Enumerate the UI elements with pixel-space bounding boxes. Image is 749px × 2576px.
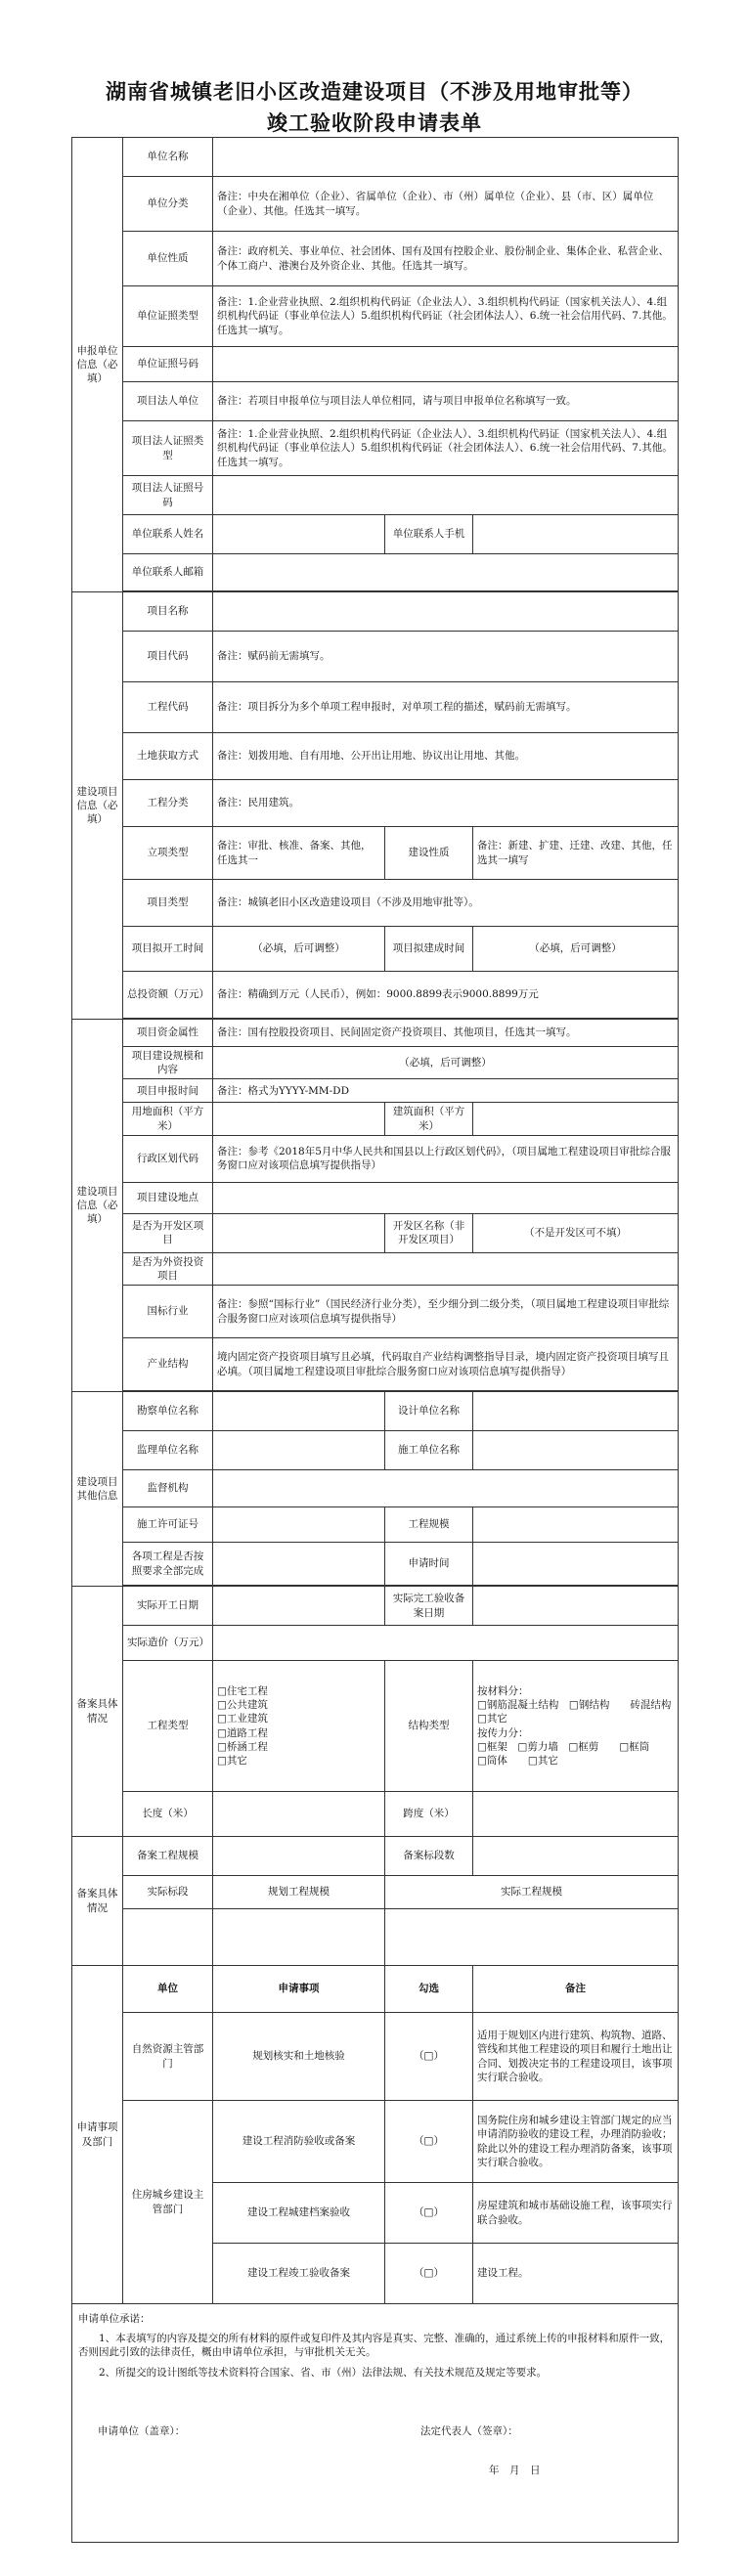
- field-actual-start[interactable]: [213, 1587, 385, 1626]
- field-legal-cert-number[interactable]: [213, 476, 679, 515]
- checkbox-other[interactable]: □其它: [217, 1754, 247, 1767]
- label-project-code: 项目代码: [123, 632, 213, 682]
- header-item: 申请事项: [213, 1966, 385, 2013]
- form-title: 湖南省城镇老旧小区改造建设项目（不涉及用地审批等）: [106, 79, 643, 104]
- check-fire[interactable]: （□）: [385, 2101, 473, 2183]
- label-design: 设计单位名称: [385, 1392, 473, 1431]
- item-archive-acceptance: 建设工程城建档案验收: [213, 2183, 385, 2244]
- field-eng-scale[interactable]: [473, 1507, 679, 1543]
- label-project-name: 项目名称: [123, 592, 213, 632]
- pledge-section: [72, 2304, 679, 2543]
- field-in-zone[interactable]: [213, 1213, 385, 1252]
- label-land-method: 土地获取方式: [123, 733, 213, 780]
- struct-material-options[interactable]: □钢筋混凝土结构 □钢结构 砖混结构 □其它: [477, 1699, 682, 1725]
- header-check: 勾选: [385, 1966, 473, 2013]
- label-actual-end: 实际完工验收备案日期: [385, 1587, 473, 1626]
- field-actual-section[interactable]: [123, 1909, 213, 1966]
- field-contact-phone[interactable]: [473, 515, 679, 554]
- label-total-invest: 总投资额（万元）: [123, 972, 213, 1019]
- field-record-scale[interactable]: [213, 1837, 385, 1876]
- field-cert-number[interactable]: [213, 347, 679, 382]
- field-industry[interactable]: 备注：参照“国标行业”（国民经济行业分类），至少细分到二级分类，（项目属地工程建设项目审批综合服务窗口应对该项信息填写提供指导）: [213, 1286, 679, 1338]
- field-land-area[interactable]: [213, 1103, 385, 1135]
- field-actual-scale[interactable]: [385, 1909, 679, 1966]
- label-location: 项目建设地点: [123, 1182, 213, 1213]
- application-form-table: [71, 137, 682, 2543]
- item-planning-check: 规划核实和土地核验: [213, 2013, 385, 2101]
- field-design[interactable]: [473, 1392, 679, 1431]
- field-construct[interactable]: [473, 1431, 679, 1470]
- label-eng-code: 工程代码: [123, 682, 213, 733]
- field-apply-time[interactable]: 备注：格式为YYYY-MM-DD: [213, 1079, 679, 1103]
- label-monitor: 监督机构: [123, 1470, 213, 1507]
- label-struct-type: 结构类型: [385, 1661, 473, 1792]
- label-legal-cert-number: 项目法人证照号码: [123, 476, 213, 515]
- field-project-type[interactable]: 备注：城镇老旧小区改造建设项目（不涉及用地审批等）。: [213, 880, 679, 927]
- field-legal-cert-type[interactable]: 备注：1.企业营业执照、2.组织机构代码证（企业法人）、3.组织机构代码证（国家机关法人）、4.组织机构代码证（事业单位法人）5.组织机构代码证（社会团体法人）、6.统一社会信用代码、7.其他。任选其一填写。: [213, 421, 679, 476]
- note-planning: 适用于规划区内进行建筑、构筑物、道路、管线和其他工程建设的项目和履行土地出让合同、划拨决定书的工程建设项目，该事项实行联合验收。: [473, 2013, 679, 2101]
- label-unit-nature: 单位性质: [123, 232, 213, 286]
- field-record-sections[interactable]: [473, 1837, 679, 1876]
- check-archive[interactable]: （□）: [385, 2183, 473, 2244]
- field-actual-cost[interactable]: [213, 1626, 679, 1661]
- label-length: 长度（米）: [123, 1792, 213, 1837]
- field-span[interactable]: [473, 1792, 679, 1837]
- label-phase-complete: 各项工程是否按照要求全部完成: [123, 1543, 213, 1586]
- label-plan-start: 项目拟开工时间: [123, 927, 213, 972]
- field-supervise[interactable]: [213, 1431, 385, 1470]
- section-other-info: 建设项目其他信息: [72, 1392, 123, 1587]
- label-fund-attr: 项目资金属性: [123, 1020, 213, 1047]
- label-admin-code: 行政区划代码: [123, 1135, 213, 1182]
- item-fire-acceptance: 建设工程消防验收或备案: [213, 2101, 385, 2183]
- checkbox-road[interactable]: □道路工程: [217, 1726, 268, 1739]
- label-build-area: 建筑面积（平方米）: [385, 1103, 473, 1135]
- field-scale[interactable]: （必填，后可调整）: [213, 1047, 679, 1079]
- field-build-area[interactable]: [473, 1103, 679, 1135]
- label-ind-class: 产业结构: [123, 1338, 213, 1391]
- label-record-scale: 备案工程规模: [123, 1837, 213, 1876]
- note-archive: 房屋建筑和城市基础设施工程，该事项实行联合验收。: [473, 2183, 679, 2244]
- pledge-item-2: 2、所提交的设计图纸等技术资料符合国家、省、市（州）法律法规、有关技术规范及规定等要求。: [99, 2366, 548, 2379]
- label-scale: 项目建设规模和内容: [123, 1047, 213, 1079]
- label-legal-unit: 项目法人单位: [123, 382, 213, 421]
- checkbox-industrial[interactable]: □工业建筑: [217, 1713, 268, 1725]
- label-foreign: 是否为外资投资项目: [123, 1252, 213, 1285]
- field-eng-class[interactable]: 备注：民用建筑。: [213, 780, 679, 827]
- label-build-nature: 建设性质: [385, 827, 473, 880]
- label-unit-name: 单位名称: [123, 138, 213, 177]
- checkbox-residential[interactable]: □住宅工程: [217, 1685, 268, 1698]
- field-contact-name[interactable]: [213, 515, 385, 554]
- field-project-name[interactable]: [213, 592, 679, 632]
- header-unit: 单位: [123, 1966, 213, 2013]
- field-unit-name[interactable]: [213, 138, 679, 177]
- label-contact-email: 单位联系人邮箱: [123, 554, 213, 591]
- field-approve-type[interactable]: 备注：审批、核准、备案、其他，任选其一: [213, 827, 385, 880]
- label-cert-number: 单位证照号码: [123, 347, 213, 382]
- struct-force-label: 按传力分：: [477, 1726, 529, 1739]
- field-contact-email[interactable]: [213, 554, 679, 591]
- label-eng-class: 工程分类: [123, 780, 213, 827]
- field-monitor[interactable]: [213, 1470, 679, 1507]
- label-eng-type: 工程类型: [123, 1661, 213, 1792]
- field-permit[interactable]: [213, 1507, 385, 1543]
- field-eng-code[interactable]: 备注：项目拆分为多个单项工程申报时，对单项工程的描述，赋码前无需填写。: [213, 682, 679, 733]
- struct-material-label: 按材料分：: [477, 1685, 529, 1698]
- pledge-item-1: 1、本表填写的内容及提交的所有材料的原件或复印件及其内容是真实、完整、准确的，通过系统上传的申报材料和原件一致，否则因此引致的法律责任，概由申请单位承担，与审批机关无关。: [78, 2333, 671, 2359]
- field-fund-attr[interactable]: 备注：国有控股投资项目、民间固定资产投资项目、其他项目，任选其一填写。: [213, 1020, 679, 1047]
- field-admin-code[interactable]: 备注：参考《2018年5月中华人民共和国县以上行政区划代码》，（项目属地工程建设项目审批综合服务窗口应对该项信息填写提供指导）: [213, 1135, 679, 1182]
- label-supervise: 监理单位名称: [123, 1431, 213, 1470]
- struct-type-options: [473, 1661, 682, 1792]
- note-completion: 建设工程。: [473, 2244, 679, 2304]
- field-plan-scale[interactable]: [213, 1909, 385, 1966]
- sign-date: 年 月 日: [489, 2464, 541, 2476]
- section-apply-items: 申请事项及部门: [72, 1966, 123, 2304]
- sign-legal-rep[interactable]: 法定代表人（签章）：: [420, 2424, 518, 2437]
- label-contact-phone: 单位联系人手机: [385, 515, 473, 554]
- label-contact-name: 单位联系人姓名: [123, 515, 213, 554]
- unit-housing-construction: 住房城乡建设主管部门: [123, 2101, 213, 2304]
- label-survey: 勘察单位名称: [123, 1392, 213, 1431]
- label-in-zone: 是否为开发区项目: [123, 1213, 213, 1252]
- field-project-code[interactable]: 备注：赋码前无需填写。: [213, 632, 679, 682]
- form-subtitle: 竣工验收阶段申请表单: [267, 110, 482, 135]
- item-completion-record: 建设工程竣工验收备案: [213, 2244, 385, 2304]
- label-cert-type: 单位证照类型: [123, 286, 213, 347]
- section-project-info: 建设项目信息（必填）: [72, 592, 123, 1020]
- check-completion[interactable]: （□）: [385, 2244, 473, 2304]
- note-fire: 国务院住房和城乡建设主管部门规定的应当申请消防验收的建设工程，办理消防验收；除此以外的建设工程办理消防备案，该事项实行联合验收。: [473, 2101, 679, 2183]
- label-land-area: 用地面积（平方米）: [123, 1103, 213, 1135]
- label-legal-cert-type: 项目法人证照类型: [123, 421, 213, 476]
- eng-type-options: [213, 1661, 385, 1792]
- section-applicant: 申报单位信息（必填）: [72, 138, 123, 592]
- field-land-method[interactable]: 备注：划拨用地、自有用地、公开出让用地、协议出让用地、其他。: [213, 733, 679, 780]
- section-record-detail-2: 备案具体情况: [72, 1837, 123, 1966]
- field-cert-type[interactable]: 备注：1.企业营业执照、2.组织机构代码证（企业法人）、3.组织机构代码证（国家机关法人）、4.组织机构代码证（事业单位法人）5.组织机构代码证（社会团体法人）、6.统一社会信用代码、7.其他。任选其一填写。: [213, 286, 679, 347]
- field-plan-end[interactable]: （必填，后可调整）: [473, 927, 679, 972]
- field-actual-end[interactable]: [473, 1587, 679, 1626]
- field-zone-name[interactable]: （不是开发区可不填）: [473, 1213, 679, 1252]
- checkbox-public[interactable]: □公共建筑: [217, 1699, 268, 1712]
- signature-area: [78, 2385, 672, 2493]
- label-actual-cost: 实际造价（万元）: [123, 1626, 213, 1661]
- header-note: 备注: [473, 1966, 679, 2013]
- pledge-heading: 申请单位承诺：: [78, 2313, 151, 2326]
- label-apply-time: 项目申报时间: [123, 1079, 213, 1103]
- label-zone-name: 开发区名称（非开发区项目）: [385, 1213, 473, 1252]
- label-permit: 施工许可证号: [123, 1507, 213, 1543]
- field-total-invest[interactable]: 备注：精确到万元（人民币），例如：9000.8899表示9000.8899万元: [213, 972, 679, 1019]
- field-length[interactable]: [213, 1792, 385, 1837]
- sign-applicant-unit[interactable]: 申请单位（盖章）：: [98, 2424, 186, 2437]
- field-ind-class[interactable]: 境内固定资产投资项目填写且必填，代码取自产业结构调整指导目录，境内固定资产投资项目填写且必填。（项目属地工程建设项目审批综合服务窗口应对该项信息填写提供指导）: [213, 1338, 679, 1391]
- section-record-detail: 备案具体情况: [72, 1587, 123, 1837]
- field-legal-unit[interactable]: 备注：若项目申报单位与项目法人单位相同，请与项目申报单位名称填写一致。: [213, 382, 679, 421]
- label-span: 跨度（米）: [385, 1792, 473, 1837]
- checkbox-bridge[interactable]: □桥涵工程: [217, 1740, 268, 1753]
- field-location[interactable]: [213, 1182, 679, 1213]
- label-industry: 国标行业: [123, 1286, 213, 1338]
- field-unit-nature[interactable]: 备注：政府机关、事业单位、社会团体、国有及国有控股企业、股份制企业、集体企业、私营企业、个体工商户、港澳台及外资企业、其他。任选其一填写。: [213, 232, 679, 286]
- field-foreign[interactable]: [213, 1252, 679, 1285]
- label-actual-start: 实际开工日期: [123, 1587, 213, 1626]
- label-apply-time-2: 申请时间: [385, 1543, 473, 1586]
- label-actual-section: 实际标段: [123, 1876, 213, 1909]
- field-survey[interactable]: [213, 1392, 385, 1431]
- field-plan-start[interactable]: （必填，后可调整）: [213, 927, 385, 972]
- label-approve-type: 立项类型: [123, 827, 213, 880]
- check-planning[interactable]: （□）: [385, 2013, 473, 2101]
- label-record-sections: 备案标段数: [385, 1837, 473, 1876]
- field-apply-time-2[interactable]: [473, 1543, 679, 1586]
- field-phase-complete[interactable]: [213, 1543, 385, 1586]
- label-construct: 施工单位名称: [385, 1431, 473, 1470]
- label-project-type: 项目类型: [123, 880, 213, 927]
- label-unit-category: 单位分类: [123, 177, 213, 232]
- section-project-info-2: 建设项目信息（必填）: [72, 1020, 123, 1392]
- field-unit-category[interactable]: 备注：中央在湘单位（企业）、省属单位（企业）、市（州）属单位（企业）、县（市、区）属单位（企业）、其他。任选其一填写。: [213, 177, 679, 232]
- unit-natural-resources: 自然资源主管部门: [123, 2013, 213, 2101]
- label-plan-scale: 规划工程规模: [213, 1876, 385, 1909]
- label-plan-end: 项目拟建成时间: [385, 927, 473, 972]
- struct-force-options[interactable]: □框架 □剪力墙 □框剪 □框筒 □筒体 □其它: [477, 1740, 671, 1767]
- field-build-nature[interactable]: 备注：新建、扩建、迁建、改建、其他，任选其一填写: [473, 827, 679, 880]
- label-actual-scale: 实际工程规模: [385, 1876, 679, 1909]
- label-eng-scale: 工程规模: [385, 1507, 473, 1543]
